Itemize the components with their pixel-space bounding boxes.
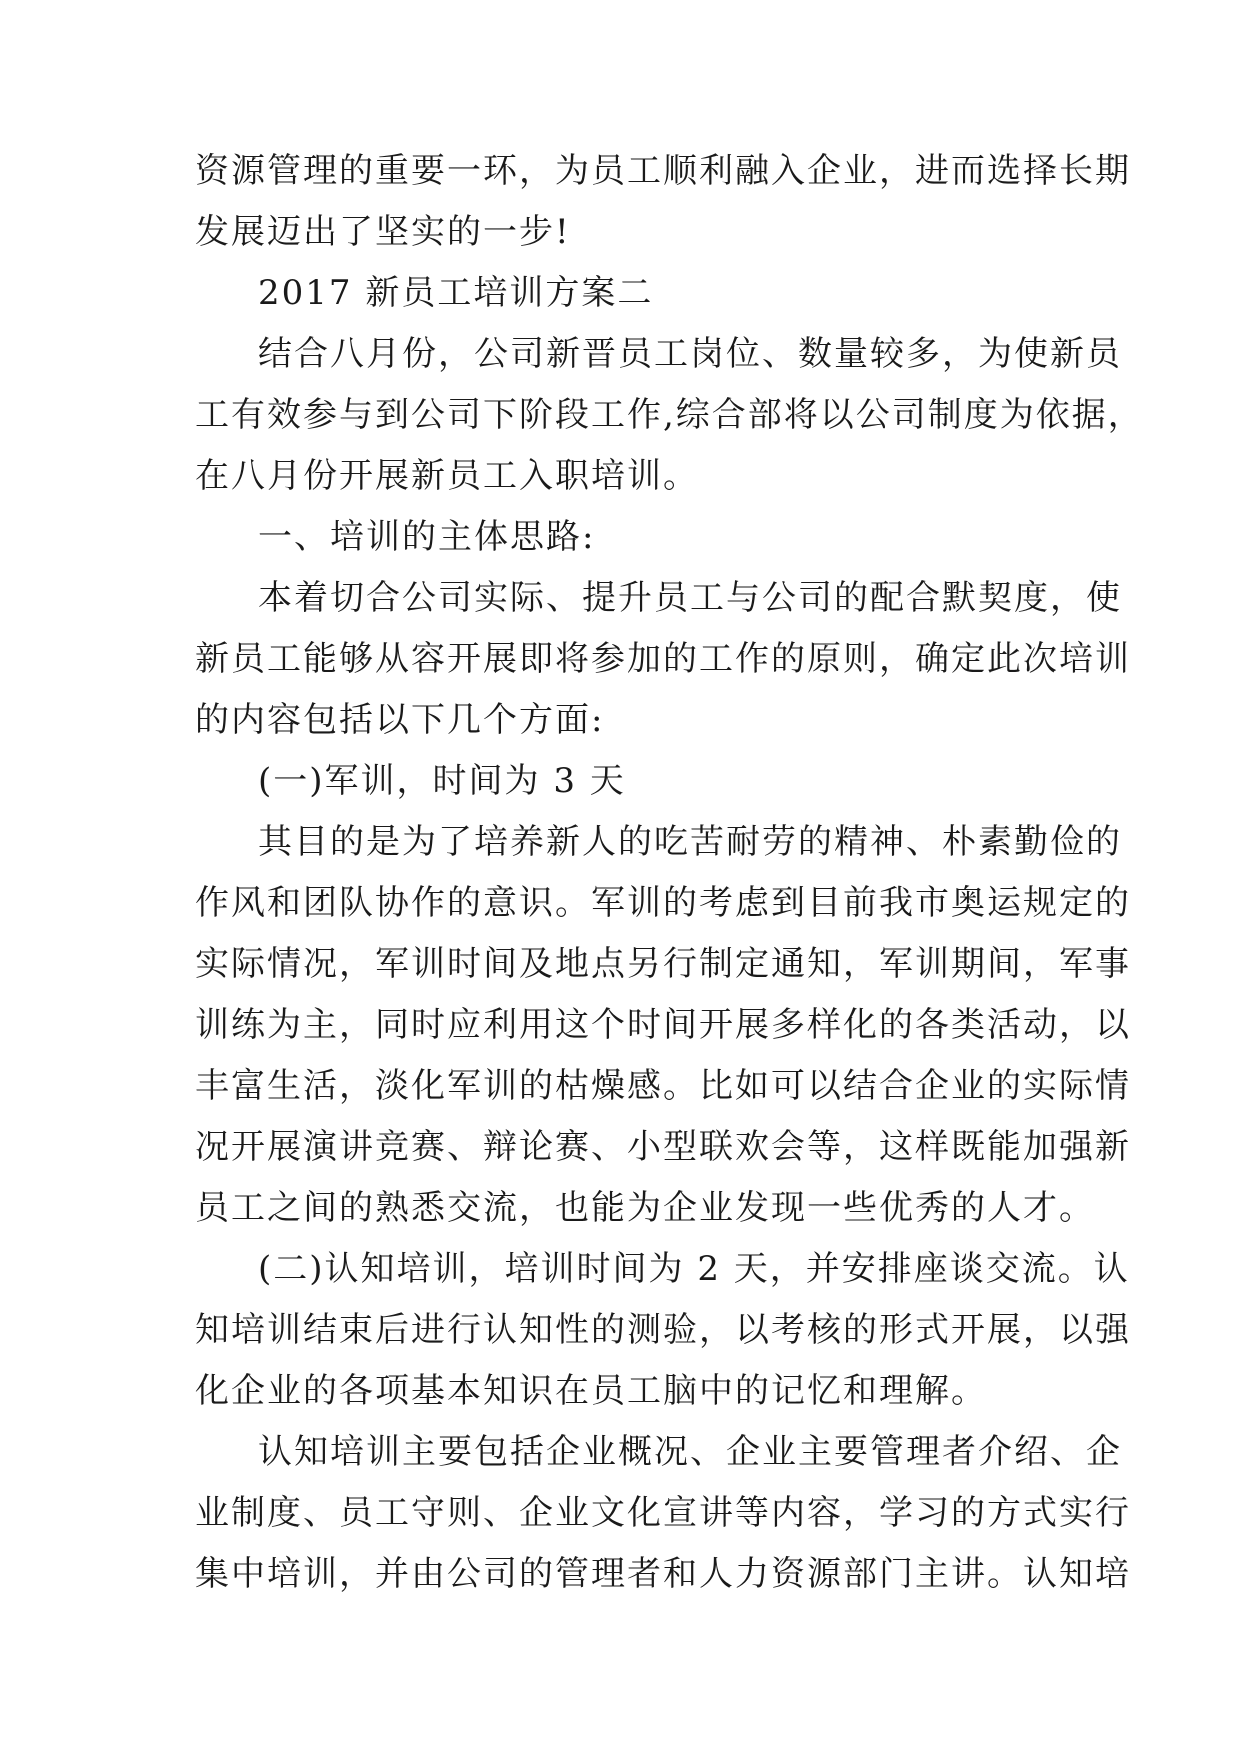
text-line: 业制度、员工守则、企业文化宣讲等内容，学习的方式实行 xyxy=(195,1493,1131,1533)
section-heading: 2017 新员工培训方案二 xyxy=(258,273,654,313)
text-line: 知培训结束后进行认知性的测验，以考核的形式开展，以强 xyxy=(195,1310,1131,1350)
text-line: 在八月份开展新员工入职培训。 xyxy=(195,456,699,496)
text-line: 的内容包括以下几个方面: xyxy=(195,700,605,740)
text-line: 实际情况，军训时间及地点另行制定通知，军训期间，军事 xyxy=(195,944,1131,984)
text-line: 员工之间的熟悉交流，也能为企业发现一些优秀的人才。 xyxy=(195,1188,1095,1228)
text-line: 丰富生活，淡化军训的枯燥感。比如可以结合企业的实际情 xyxy=(195,1066,1131,1106)
text-line: 资源管理的重要一环，为员工顺利融入企业，进而选择长期 xyxy=(195,151,1131,191)
text-line: 集中培训，并由公司的管理者和人力资源部门主讲。认知培 xyxy=(195,1554,1131,1594)
text-line: 其目的是为了培养新人的吃苦耐劳的精神、朴素勤俭的 xyxy=(258,822,1122,862)
text-line: 结合八月份，公司新晋员工岗位、数量较多，为使新员 xyxy=(258,334,1122,374)
section-heading: 一、培训的主体思路: xyxy=(258,517,596,557)
text-line: 况开展演讲竞赛、辩论赛、小型联欢会等，这样既能加强新 xyxy=(195,1127,1131,1167)
text-line: 发展迈出了坚实的一步! xyxy=(195,212,571,252)
text-line: 化企业的各项基本知识在员工脑中的记忆和理解。 xyxy=(195,1371,987,1411)
text-line: 训练为主，同时应利用这个时间开展多样化的各类活动，以 xyxy=(195,1005,1131,1045)
text-line: 新员工能够从容开展即将参加的工作的原则，确定此次培训 xyxy=(195,639,1131,679)
text-line: 认知培训主要包括企业概况、企业主要管理者介绍、企 xyxy=(258,1432,1122,1472)
text-line: (二)认知培训，培训时间为 2 天，并安排座谈交流。认 xyxy=(258,1249,1130,1289)
text-line: 作风和团队协作的意识。军训的考虑到目前我市奥运规定的 xyxy=(195,883,1131,923)
section-heading: (一)军训，时间为 3 天 xyxy=(258,761,626,801)
text-line: 本着切合公司实际、提升员工与公司的配合默契度，使 xyxy=(258,578,1122,618)
text-line: 工有效参与到公司下阶段工作,综合部将以公司制度为依据， xyxy=(195,395,1144,435)
